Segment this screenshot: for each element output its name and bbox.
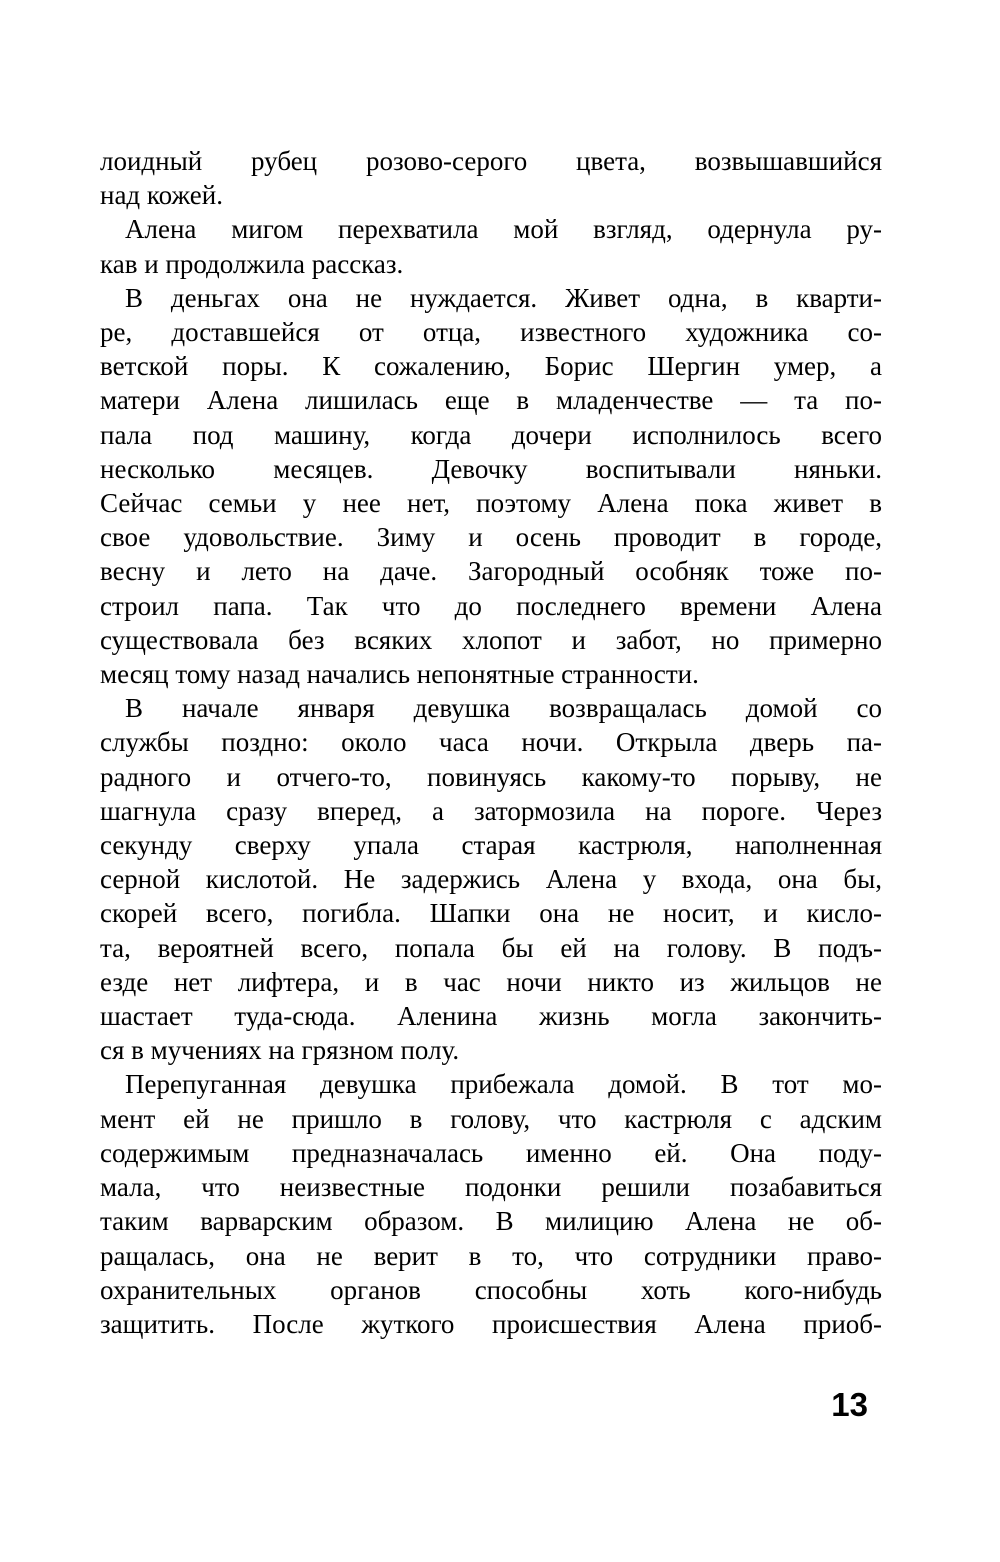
text-line: ре, доставшейся от отца, известного художника со- bbox=[100, 317, 882, 348]
text-line: кав и продолжила рассказ. bbox=[100, 248, 404, 279]
text-line: Алена мигом перехватила мой взгляд, одернула ру- bbox=[125, 214, 882, 245]
text-line: езде нет лифтера, и в час ночи никто из жильцов не bbox=[100, 966, 882, 997]
text-line: существовала без всяких хлопот и забот, но примерно bbox=[100, 624, 882, 655]
page-number: 13 bbox=[831, 1386, 868, 1423]
text-line: мала, что неизвестные подонки решили позабавиться bbox=[100, 1172, 882, 1203]
text-line: В деньгах она не нуждается. Живет одна, в кварти- bbox=[125, 282, 882, 313]
text-line: та, вероятней всего, попала бы ей на голову. В подъ- bbox=[100, 932, 882, 963]
text-line: мент ей не пришло в голову, что кастрюля с адским bbox=[100, 1103, 882, 1134]
text-line: Перепуганная девушка прибежала домой. В тот мо- bbox=[125, 1069, 882, 1100]
text-line: лоидный рубец розово-серого цвета, возвышавшийся bbox=[100, 146, 882, 176]
text-line: секунду сверху упала старая кастрюля, наполненная bbox=[100, 830, 882, 861]
text-line: шастает туда-сюда. Аленина жизнь могла закончить- bbox=[100, 1001, 882, 1032]
text-line: над кожей. bbox=[100, 180, 223, 211]
text-line: строил папа. Так что до последнего времени Алена bbox=[100, 590, 882, 621]
text-line: шагнула сразу вперед, а затормозила на пороге. Через bbox=[100, 795, 882, 826]
text-line: пала под машину, когда дочери исполнилось всего bbox=[100, 419, 882, 450]
page-text bbox=[100, 144, 882, 1341]
text-line: матери Алена лишилась еще в младенчестве — та по- bbox=[100, 385, 882, 416]
text-line: таким варварским образом. В милицию Алена не об- bbox=[100, 1206, 882, 1237]
text-line: ветской поры. К сожалению, Борис Шергин умер, а bbox=[100, 351, 882, 382]
text-line: скорей всего, погибла. Шапки она не носит, и кисло- bbox=[100, 898, 882, 929]
text-line: Сейчас семьи у нее нет, поэтому Алена пока живет в bbox=[100, 488, 882, 519]
text-line: защитить. После жуткого происшествия Алена приоб- bbox=[100, 1308, 882, 1339]
text-line: службы поздно: около часа ночи. Открыла дверь па- bbox=[100, 727, 882, 758]
text-line: серной кислотой. Не задержись Алена у входа, она бы, bbox=[100, 864, 882, 895]
text-line: В начале января девушка возвращалась домой со bbox=[125, 693, 882, 724]
text-line: ся в мучениях на грязном полу. bbox=[100, 1035, 460, 1066]
text-line: содержимым предназначалась именно ей. Она поду- bbox=[100, 1137, 882, 1168]
text-line: ращалась, она не верит в то, что сотрудники право- bbox=[100, 1240, 882, 1271]
text-line: радного и отчего-то, повинуясь какому-то порыву, не bbox=[100, 761, 882, 792]
text-line: свое удовольствие. Зиму и осень проводит в городе, bbox=[100, 522, 882, 553]
text-line: весну и лето на даче. Загородный особняк тоже по- bbox=[100, 556, 882, 587]
text-line: месяц тому назад начались непонятные странности. bbox=[100, 659, 699, 690]
text-line: несколько месяцев. Девочку воспитывали няньки. bbox=[100, 453, 882, 484]
text-line: охранительных органов способны хоть кого-нибудь bbox=[100, 1274, 882, 1305]
